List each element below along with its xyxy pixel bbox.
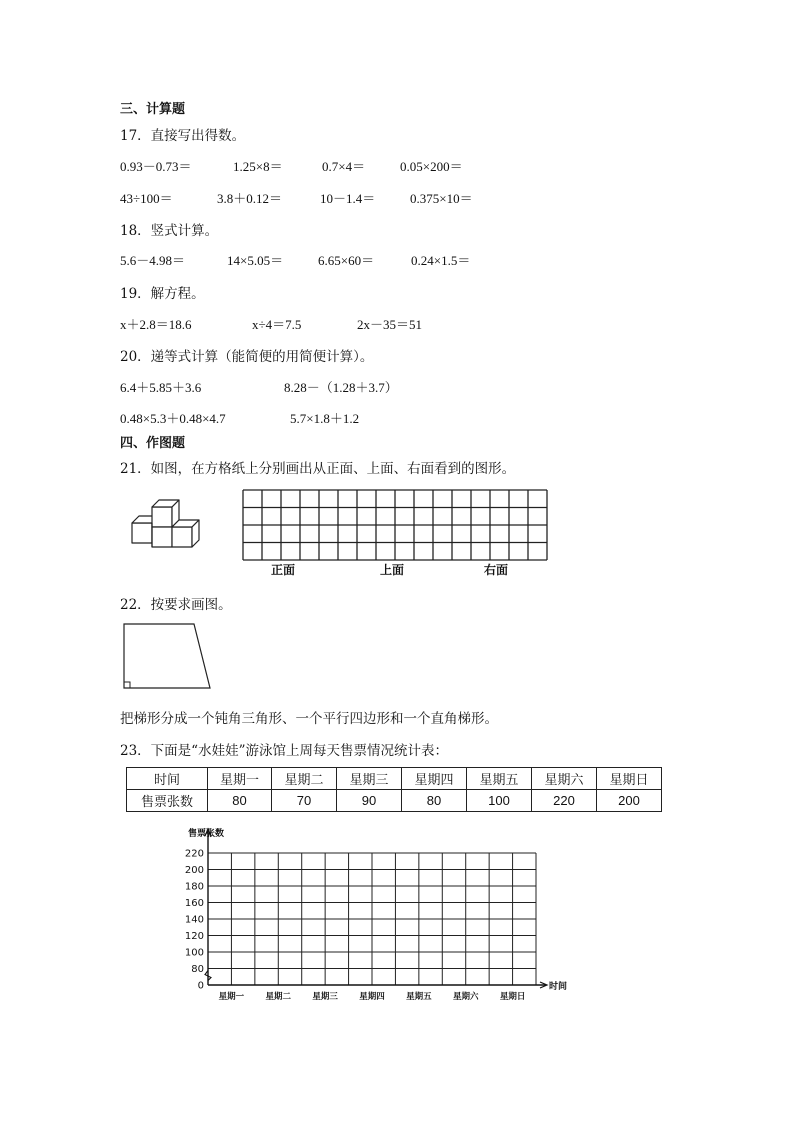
table-header-cell: 星期五	[467, 768, 532, 790]
question-22-instruction: 把梯形分成一个钝角三角形、一个平行四边形和一个直角梯形。	[120, 711, 498, 727]
grid-label-right: 右面	[484, 563, 509, 577]
question-19-prompt: 19．解方程。	[120, 286, 205, 302]
q18-expr-4: 0.24×1.5＝	[411, 253, 471, 268]
ticket-line-chart[interactable]	[170, 822, 580, 1010]
y-tick-label: 140	[184, 914, 204, 926]
q17-expr-5: 43÷100＝	[120, 191, 173, 206]
grid-label-front: 正面	[271, 563, 296, 577]
q20-expr-4: 5.7×1.8＋1.2	[290, 411, 360, 426]
q17-expr-4: 0.05×200＝	[400, 159, 463, 174]
y-tick-label: 160	[184, 898, 204, 909]
question-17-prompt: 17．直接写出得数。	[120, 128, 246, 144]
question-22-prompt: 22．按要求画图。	[120, 597, 232, 613]
x-tick-label: 星期五	[406, 992, 432, 1002]
y-tick-label: 100	[184, 947, 204, 959]
cube-front-face	[152, 527, 172, 547]
q18-expr-3: 6.65×60＝	[318, 253, 375, 268]
table-header-cell: 星期一	[208, 768, 272, 790]
table-header-cell: 星期六	[532, 768, 597, 790]
cube-stack-figure	[128, 495, 204, 553]
q17-expr-8: 0.375×10＝	[410, 191, 473, 206]
q20-expr-1: 6.4＋5.85＋3.6	[120, 380, 202, 395]
x-tick-label: 星期一	[218, 992, 245, 1002]
table-cell: 200	[597, 790, 662, 812]
right-angle-mark	[124, 682, 130, 688]
table-header-cell: 星期三	[337, 768, 402, 790]
q17-expr-3: 0.7×4＝	[322, 159, 366, 174]
table-cell: 70	[272, 790, 337, 812]
q17-expr-7: 10－1.4＝	[320, 191, 376, 206]
grid-label-top: 上面	[380, 563, 405, 577]
cube-front-face	[152, 507, 172, 527]
table-cell: 100	[467, 790, 532, 812]
q17-expr-6: 3.8＋0.12＝	[217, 191, 283, 206]
x-axis-label: 时间	[549, 982, 568, 992]
table-header-cell: 星期四	[402, 768, 467, 790]
x-tick-label: 星期六	[452, 992, 479, 1002]
section-3-title: 三、计算题	[120, 102, 186, 117]
table-header-row	[127, 768, 662, 790]
question-23-prompt: 23．下面是“水娃娃”游泳馆上周每天售票情况统计表：	[120, 743, 448, 759]
q19-equation-2: x÷4＝7.5	[252, 317, 302, 332]
y-tick-label: 120	[184, 931, 204, 942]
q19-equation-1: x＋2.8＝18.6	[120, 317, 192, 332]
y-tick-label: 200	[184, 865, 204, 876]
x-tick-label: 星期日	[499, 992, 526, 1002]
y-axis-label: 售票张数	[188, 829, 225, 839]
table-header-cell: 时间	[127, 768, 208, 790]
table-cell: 220	[532, 790, 597, 812]
y-tick-label: 180	[184, 881, 204, 893]
x-tick-label: 星期三	[312, 992, 338, 1002]
q17-expr-1: 0.93－0.73＝	[120, 159, 192, 174]
table-header-cell: 星期日	[597, 768, 662, 790]
question-18-prompt: 18．竖式计算。	[120, 223, 219, 239]
y-tick-label: 80	[191, 964, 204, 975]
y-tick-label: 220	[184, 848, 204, 860]
question-21-prompt: 21．如图，在方格纸上分别画出从正面、上面、右面看到的图形。	[120, 461, 516, 477]
q21-drawing-grid[interactable]	[241, 488, 549, 562]
cube-front-face	[172, 527, 192, 547]
table-cell: 售票张数	[127, 790, 208, 812]
question-20-prompt: 20．递等式计算（能简便的用简便计算）。	[120, 349, 374, 365]
q17-expr-2: 1.25×8＝	[233, 159, 283, 174]
q20-expr-2: 8.28－（1.28＋3.7）	[284, 380, 398, 395]
q18-expr-1: 5.6－4.98＝	[120, 253, 186, 268]
q20-expr-3: 0.48×5.3＋0.48×4.7	[120, 411, 226, 426]
q19-equation-3: 2x－35＝51	[357, 317, 423, 332]
x-tick-label: 星期二	[265, 992, 292, 1002]
y-tick-label: 0	[197, 980, 204, 992]
x-tick-label: 星期四	[359, 992, 385, 1002]
ticket-sales-table	[126, 767, 662, 812]
table-header-cell: 星期二	[272, 768, 337, 790]
q18-expr-2: 14×5.05＝	[227, 253, 284, 268]
right-trapezoid-figure	[120, 620, 216, 692]
table-cell: 80	[402, 790, 467, 812]
cube-front-face	[132, 523, 152, 543]
table-cell: 90	[337, 790, 402, 812]
table-cell: 80	[208, 790, 272, 812]
table-row	[127, 790, 662, 812]
section-4-title: 四、作图题	[120, 436, 186, 451]
